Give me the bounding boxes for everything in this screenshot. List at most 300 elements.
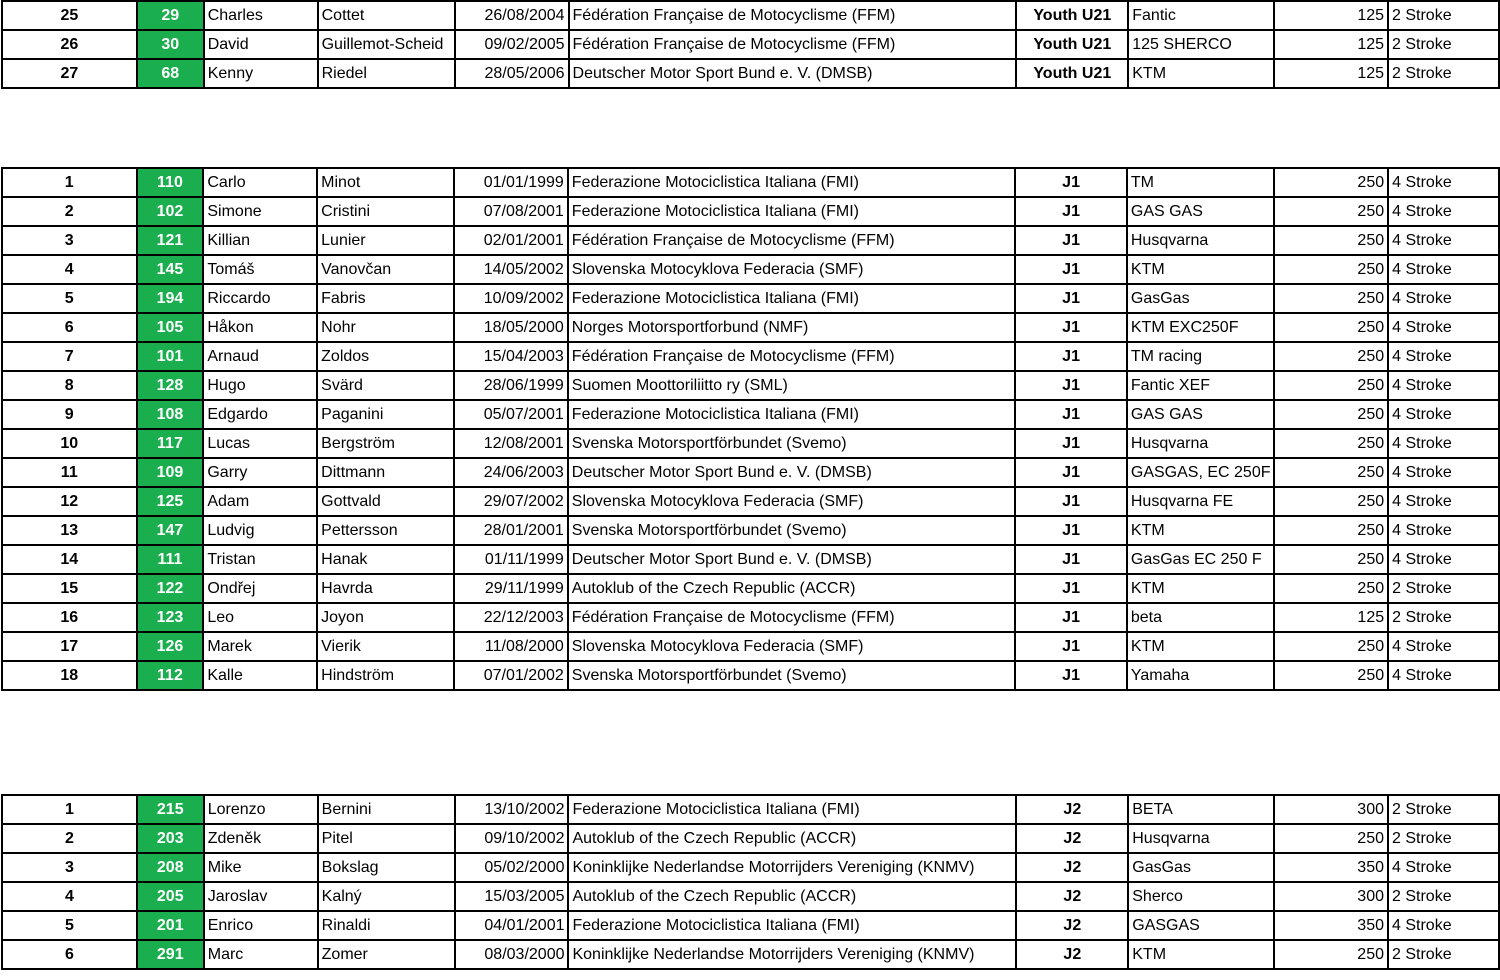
capacity-cell: 250 xyxy=(1274,342,1388,371)
table-row xyxy=(2,911,1499,940)
last-name-cell: Fabris xyxy=(317,284,454,313)
federation-cell: Koninklijke Nederlandse Motorrijders Vereniging (KNMV) xyxy=(568,940,1016,969)
capacity-cell: 300 xyxy=(1274,882,1388,911)
race-number-cell: 128 xyxy=(137,371,204,400)
capacity-cell: 250 xyxy=(1274,371,1388,400)
race-number-cell: 117 xyxy=(137,429,204,458)
class-cell: Youth U21 xyxy=(1016,1,1128,30)
class-cell: J1 xyxy=(1015,226,1127,255)
class-cell: J1 xyxy=(1015,487,1127,516)
federation-cell: Svenska Motorsportförbundet (Svemo) xyxy=(568,429,1015,458)
position-cell: 8 xyxy=(2,371,137,400)
position-cell: 1 xyxy=(2,168,137,197)
position-cell: 6 xyxy=(2,940,137,969)
table-row xyxy=(2,30,1499,59)
motorcycle-cell: KTM xyxy=(1127,516,1275,545)
motorcycle-cell: GasGas xyxy=(1128,853,1274,882)
race-number-cell: 68 xyxy=(137,59,204,88)
first-name-cell: Kenny xyxy=(204,59,318,88)
motorcycle-cell: beta xyxy=(1127,603,1275,632)
federation-cell: Deutscher Motor Sport Bund e. V. (DMSB) xyxy=(568,458,1015,487)
engine-stroke-cell: 4 Stroke xyxy=(1388,255,1499,284)
position-cell: 5 xyxy=(2,284,137,313)
table-row xyxy=(2,795,1499,824)
last-name-cell: Joyon xyxy=(317,603,454,632)
last-name-cell: Bergström xyxy=(317,429,454,458)
engine-stroke-cell: 4 Stroke xyxy=(1388,516,1499,545)
federation-cell: Deutscher Motor Sport Bund e. V. (DMSB) xyxy=(569,59,1017,88)
class-cell: J2 xyxy=(1016,940,1128,969)
motorcycle-cell: KTM xyxy=(1127,574,1275,603)
first-name-cell: Adam xyxy=(203,487,317,516)
race-number-cell: 121 xyxy=(137,226,204,255)
race-number-cell: 112 xyxy=(137,661,204,690)
birth-date-cell: 11/08/2000 xyxy=(454,632,568,661)
birth-date-cell: 05/02/2000 xyxy=(455,853,569,882)
entry-table-youth-u21 xyxy=(1,0,1500,89)
table-row xyxy=(2,342,1499,371)
birth-date-cell: 28/05/2006 xyxy=(455,59,569,88)
position-cell: 13 xyxy=(2,516,137,545)
first-name-cell: Hugo xyxy=(203,371,317,400)
position-cell: 10 xyxy=(2,429,137,458)
first-name-cell: Garry xyxy=(203,458,317,487)
motorcycle-cell: KTM xyxy=(1128,59,1274,88)
birth-date-cell: 07/01/2002 xyxy=(454,661,568,690)
federation-cell: Fédération Française de Motocyclisme (FFM) xyxy=(569,1,1017,30)
capacity-cell: 250 xyxy=(1274,824,1388,853)
last-name-cell: Hanak xyxy=(317,545,454,574)
federation-cell: Federazione Motociclistica Italiana (FMI) xyxy=(568,168,1015,197)
last-name-cell: Lunier xyxy=(317,226,454,255)
federation-cell: Deutscher Motor Sport Bund e. V. (DMSB) xyxy=(568,545,1015,574)
position-cell: 7 xyxy=(2,342,137,371)
position-cell: 11 xyxy=(2,458,137,487)
birth-date-cell: 01/01/1999 xyxy=(454,168,568,197)
birth-date-cell: 18/05/2000 xyxy=(454,313,568,342)
engine-stroke-cell: 4 Stroke xyxy=(1388,284,1499,313)
motorcycle-cell: GASGAS xyxy=(1128,911,1274,940)
position-cell: 2 xyxy=(2,824,137,853)
last-name-cell: Dittmann xyxy=(317,458,454,487)
motorcycle-cell: GASGAS, EC 250F xyxy=(1127,458,1275,487)
birth-date-cell: 29/11/1999 xyxy=(454,574,568,603)
birth-date-cell: 04/01/2001 xyxy=(455,911,569,940)
race-number-cell: 102 xyxy=(137,197,204,226)
position-cell: 3 xyxy=(2,226,137,255)
class-cell: J2 xyxy=(1016,824,1128,853)
motorcycle-cell: KTM xyxy=(1128,940,1274,969)
engine-stroke-cell: 4 Stroke xyxy=(1388,400,1499,429)
birth-date-cell: 08/03/2000 xyxy=(455,940,569,969)
birth-date-cell: 28/01/2001 xyxy=(454,516,568,545)
engine-stroke-cell: 4 Stroke xyxy=(1388,458,1499,487)
engine-stroke-cell: 4 Stroke xyxy=(1388,911,1499,940)
last-name-cell: Vierik xyxy=(317,632,454,661)
federation-cell: Fédération Française de Motocyclisme (FFM) xyxy=(568,603,1015,632)
table-row xyxy=(2,226,1499,255)
birth-date-cell: 29/07/2002 xyxy=(454,487,568,516)
table-row xyxy=(2,313,1499,342)
federation-cell: Fédération Française de Motocyclisme (FFM) xyxy=(568,226,1015,255)
last-name-cell: Rinaldi xyxy=(318,911,455,940)
first-name-cell: Ondřej xyxy=(203,574,317,603)
last-name-cell: Bernini xyxy=(318,795,455,824)
table-row xyxy=(2,603,1499,632)
race-number-cell: 30 xyxy=(137,30,204,59)
birth-date-cell: 26/08/2004 xyxy=(455,1,569,30)
table-row xyxy=(2,661,1499,690)
federation-cell: Autoklub of the Czech Republic (ACCR) xyxy=(568,882,1016,911)
class-cell: J1 xyxy=(1015,371,1127,400)
first-name-cell: Riccardo xyxy=(203,284,317,313)
engine-stroke-cell: 4 Stroke xyxy=(1388,168,1499,197)
table-row xyxy=(2,824,1499,853)
motorcycle-cell: 125 SHERCO xyxy=(1128,30,1274,59)
last-name-cell: Gottvald xyxy=(317,487,454,516)
entry-table-j2 xyxy=(1,794,1500,970)
engine-stroke-cell: 2 Stroke xyxy=(1388,59,1499,88)
motorcycle-cell: TM xyxy=(1127,168,1275,197)
first-name-cell: Tristan xyxy=(203,545,317,574)
class-cell: J2 xyxy=(1016,795,1128,824)
position-cell: 2 xyxy=(2,197,137,226)
table-row xyxy=(2,632,1499,661)
first-name-cell: Zdeněk xyxy=(204,824,318,853)
position-cell: 17 xyxy=(2,632,137,661)
class-cell: J1 xyxy=(1015,400,1127,429)
last-name-cell: Pitel xyxy=(318,824,455,853)
federation-cell: Autoklub of the Czech Republic (ACCR) xyxy=(568,574,1015,603)
table-row xyxy=(2,429,1499,458)
capacity-cell: 250 xyxy=(1274,226,1388,255)
race-number-cell: 111 xyxy=(137,545,204,574)
position-cell: 9 xyxy=(2,400,137,429)
last-name-cell: Zomer xyxy=(318,940,455,969)
birth-date-cell: 13/10/2002 xyxy=(455,795,569,824)
class-cell: J1 xyxy=(1015,342,1127,371)
capacity-cell: 250 xyxy=(1274,516,1388,545)
position-cell: 6 xyxy=(2,313,137,342)
federation-cell: Slovenska Motocyklova Federacia (SMF) xyxy=(568,487,1015,516)
table-row xyxy=(2,168,1499,197)
class-cell: J1 xyxy=(1015,458,1127,487)
race-number-cell: 122 xyxy=(137,574,204,603)
motorcycle-cell: Yamaha xyxy=(1127,661,1275,690)
race-number-cell: 205 xyxy=(137,882,204,911)
engine-stroke-cell: 4 Stroke xyxy=(1388,487,1499,516)
race-number-cell: 201 xyxy=(137,911,204,940)
birth-date-cell: 12/08/2001 xyxy=(454,429,568,458)
engine-stroke-cell: 4 Stroke xyxy=(1388,197,1499,226)
race-number-cell: 145 xyxy=(137,255,204,284)
engine-stroke-cell: 4 Stroke xyxy=(1388,545,1499,574)
engine-stroke-cell: 2 Stroke xyxy=(1388,30,1499,59)
capacity-cell: 250 xyxy=(1274,940,1388,969)
position-cell: 1 xyxy=(2,795,137,824)
position-cell: 25 xyxy=(2,1,137,30)
race-number-cell: 101 xyxy=(137,342,204,371)
position-cell: 26 xyxy=(2,30,137,59)
birth-date-cell: 10/09/2002 xyxy=(454,284,568,313)
birth-date-cell: 24/06/2003 xyxy=(454,458,568,487)
table-row xyxy=(2,487,1499,516)
federation-cell: Svenska Motorsportförbundet (Svemo) xyxy=(568,516,1015,545)
capacity-cell: 125 xyxy=(1274,59,1388,88)
first-name-cell: Lucas xyxy=(203,429,317,458)
engine-stroke-cell: 2 Stroke xyxy=(1388,940,1499,969)
motorcycle-cell: Sherco xyxy=(1128,882,1274,911)
engine-stroke-cell: 4 Stroke xyxy=(1388,429,1499,458)
table-row xyxy=(2,940,1499,969)
first-name-cell: Charles xyxy=(204,1,318,30)
motorcycle-cell: KTM EXC250F xyxy=(1127,313,1275,342)
class-cell: J2 xyxy=(1016,911,1128,940)
capacity-cell: 250 xyxy=(1274,574,1388,603)
table-row xyxy=(2,882,1499,911)
motorcycle-cell: TM racing xyxy=(1127,342,1275,371)
class-cell: J1 xyxy=(1015,516,1127,545)
first-name-cell: Carlo xyxy=(203,168,317,197)
federation-cell: Slovenska Motocyklova Federacia (SMF) xyxy=(568,255,1015,284)
engine-stroke-cell: 4 Stroke xyxy=(1388,371,1499,400)
motorcycle-cell: Fantic xyxy=(1128,1,1274,30)
engine-stroke-cell: 4 Stroke xyxy=(1388,342,1499,371)
first-name-cell: Leo xyxy=(203,603,317,632)
first-name-cell: David xyxy=(204,30,318,59)
class-cell: J1 xyxy=(1015,197,1127,226)
capacity-cell: 250 xyxy=(1274,255,1388,284)
birth-date-cell: 09/10/2002 xyxy=(455,824,569,853)
position-cell: 16 xyxy=(2,603,137,632)
capacity-cell: 300 xyxy=(1274,795,1388,824)
capacity-cell: 250 xyxy=(1274,284,1388,313)
engine-stroke-cell: 2 Stroke xyxy=(1388,795,1499,824)
last-name-cell: Cristini xyxy=(317,197,454,226)
last-name-cell: Pettersson xyxy=(317,516,454,545)
capacity-cell: 250 xyxy=(1274,400,1388,429)
position-cell: 18 xyxy=(2,661,137,690)
last-name-cell: Hindström xyxy=(317,661,454,690)
motorcycle-cell: BETA xyxy=(1128,795,1274,824)
first-name-cell: Edgardo xyxy=(203,400,317,429)
capacity-cell: 250 xyxy=(1274,458,1388,487)
first-name-cell: Tomáš xyxy=(203,255,317,284)
capacity-cell: 350 xyxy=(1274,911,1388,940)
table-row xyxy=(2,853,1499,882)
capacity-cell: 125 xyxy=(1274,603,1388,632)
class-cell: J1 xyxy=(1015,603,1127,632)
class-cell: J1 xyxy=(1015,168,1127,197)
position-cell: 3 xyxy=(2,853,137,882)
motorcycle-cell: KTM xyxy=(1127,255,1275,284)
capacity-cell: 250 xyxy=(1274,197,1388,226)
federation-cell: Norges Motorsportforbund (NMF) xyxy=(568,313,1015,342)
position-cell: 12 xyxy=(2,487,137,516)
class-cell: J1 xyxy=(1015,284,1127,313)
engine-stroke-cell: 2 Stroke xyxy=(1388,603,1499,632)
engine-stroke-cell: 2 Stroke xyxy=(1388,1,1499,30)
federation-cell: Federazione Motociclistica Italiana (FMI) xyxy=(568,911,1016,940)
class-cell: J1 xyxy=(1015,574,1127,603)
motorcycle-cell: GAS GAS xyxy=(1127,400,1275,429)
motorcycle-cell: GasGas EC 250 F xyxy=(1127,545,1275,574)
birth-date-cell: 28/06/1999 xyxy=(454,371,568,400)
engine-stroke-cell: 4 Stroke xyxy=(1388,661,1499,690)
position-cell: 27 xyxy=(2,59,137,88)
motorcycle-cell: Husqvarna xyxy=(1127,226,1275,255)
capacity-cell: 125 xyxy=(1274,30,1388,59)
class-cell: J1 xyxy=(1015,632,1127,661)
birth-date-cell: 09/02/2005 xyxy=(455,30,569,59)
capacity-cell: 250 xyxy=(1274,545,1388,574)
table-row xyxy=(2,516,1499,545)
federation-cell: Federazione Motociclistica Italiana (FMI) xyxy=(568,400,1015,429)
engine-stroke-cell: 4 Stroke xyxy=(1388,853,1499,882)
race-number-cell: 291 xyxy=(137,940,204,969)
first-name-cell: Arnaud xyxy=(203,342,317,371)
last-name-cell: Riedel xyxy=(318,59,455,88)
motorcycle-cell: GAS GAS xyxy=(1127,197,1275,226)
first-name-cell: Håkon xyxy=(203,313,317,342)
birth-date-cell: 02/01/2001 xyxy=(454,226,568,255)
engine-stroke-cell: 4 Stroke xyxy=(1388,632,1499,661)
race-number-cell: 125 xyxy=(137,487,204,516)
table-row xyxy=(2,545,1499,574)
first-name-cell: Marc xyxy=(204,940,318,969)
motorcycle-cell: GasGas xyxy=(1127,284,1275,313)
class-cell: J2 xyxy=(1016,882,1128,911)
class-cell: J1 xyxy=(1015,661,1127,690)
table-row xyxy=(2,59,1499,88)
motorcycle-cell: Husqvarna xyxy=(1128,824,1274,853)
race-number-cell: 147 xyxy=(137,516,204,545)
race-number-cell: 194 xyxy=(137,284,204,313)
race-number-cell: 126 xyxy=(137,632,204,661)
birth-date-cell: 22/12/2003 xyxy=(454,603,568,632)
table-row xyxy=(2,284,1499,313)
first-name-cell: Marek xyxy=(203,632,317,661)
race-number-cell: 105 xyxy=(137,313,204,342)
federation-cell: Autoklub of the Czech Republic (ACCR) xyxy=(568,824,1016,853)
engine-stroke-cell: 2 Stroke xyxy=(1388,574,1499,603)
position-cell: 15 xyxy=(2,574,137,603)
first-name-cell: Jaroslav xyxy=(204,882,318,911)
capacity-cell: 350 xyxy=(1274,853,1388,882)
birth-date-cell: 07/08/2001 xyxy=(454,197,568,226)
first-name-cell: Simone xyxy=(203,197,317,226)
capacity-cell: 250 xyxy=(1274,632,1388,661)
capacity-cell: 250 xyxy=(1274,661,1388,690)
birth-date-cell: 15/03/2005 xyxy=(455,882,569,911)
position-cell: 4 xyxy=(2,882,137,911)
class-cell: J1 xyxy=(1015,429,1127,458)
race-number-cell: 215 xyxy=(137,795,204,824)
race-number-cell: 109 xyxy=(137,458,204,487)
federation-cell: Fédération Française de Motocyclisme (FFM) xyxy=(568,342,1015,371)
table-row xyxy=(2,574,1499,603)
position-cell: 5 xyxy=(2,911,137,940)
federation-cell: Federazione Motociclistica Italiana (FMI) xyxy=(568,795,1016,824)
class-cell: J1 xyxy=(1015,255,1127,284)
first-name-cell: Lorenzo xyxy=(204,795,318,824)
table-row xyxy=(2,371,1499,400)
federation-cell: Svenska Motorsportförbundet (Svemo) xyxy=(568,661,1015,690)
engine-stroke-cell: 2 Stroke xyxy=(1388,824,1499,853)
race-number-cell: 203 xyxy=(137,824,204,853)
engine-stroke-cell: 4 Stroke xyxy=(1388,313,1499,342)
motorcycle-cell: Husqvarna FE xyxy=(1127,487,1275,516)
engine-stroke-cell: 4 Stroke xyxy=(1388,226,1499,255)
birth-date-cell: 15/04/2003 xyxy=(454,342,568,371)
last-name-cell: Cottet xyxy=(318,1,455,30)
first-name-cell: Enrico xyxy=(204,911,318,940)
class-cell: J1 xyxy=(1015,545,1127,574)
last-name-cell: Minot xyxy=(317,168,454,197)
race-number-cell: 123 xyxy=(137,603,204,632)
last-name-cell: Zoldos xyxy=(317,342,454,371)
last-name-cell: Vanovčan xyxy=(317,255,454,284)
federation-cell: Suomen Moottoriliitto ry (SML) xyxy=(568,371,1015,400)
federation-cell: Federazione Motociclistica Italiana (FMI) xyxy=(568,197,1015,226)
federation-cell: Federazione Motociclistica Italiana (FMI) xyxy=(568,284,1015,313)
last-name-cell: Svärd xyxy=(317,371,454,400)
class-cell: J2 xyxy=(1016,853,1128,882)
capacity-cell: 125 xyxy=(1274,1,1388,30)
birth-date-cell: 05/07/2001 xyxy=(454,400,568,429)
class-cell: J1 xyxy=(1015,313,1127,342)
last-name-cell: Havrda xyxy=(317,574,454,603)
table-row xyxy=(2,458,1499,487)
race-number-cell: 208 xyxy=(137,853,204,882)
first-name-cell: Kalle xyxy=(203,661,317,690)
position-cell: 4 xyxy=(2,255,137,284)
capacity-cell: 250 xyxy=(1274,429,1388,458)
table-row xyxy=(2,1,1499,30)
last-name-cell: Paganini xyxy=(317,400,454,429)
federation-cell: Fédération Française de Motocyclisme (FFM) xyxy=(569,30,1017,59)
engine-stroke-cell: 2 Stroke xyxy=(1388,882,1499,911)
birth-date-cell: 14/05/2002 xyxy=(454,255,568,284)
table-row xyxy=(2,255,1499,284)
capacity-cell: 250 xyxy=(1274,487,1388,516)
capacity-cell: 250 xyxy=(1274,168,1388,197)
federation-cell: Koninklijke Nederlandse Motorrijders Vereniging (KNMV) xyxy=(568,853,1016,882)
race-number-cell: 29 xyxy=(137,1,204,30)
position-cell: 14 xyxy=(2,545,137,574)
class-cell: Youth U21 xyxy=(1016,30,1128,59)
entry-table-j1 xyxy=(1,167,1500,691)
motorcycle-cell: Fantic XEF xyxy=(1127,371,1275,400)
last-name-cell: Nohr xyxy=(317,313,454,342)
federation-cell: Slovenska Motocyklova Federacia (SMF) xyxy=(568,632,1015,661)
last-name-cell: Guillemot-Scheid xyxy=(318,30,455,59)
last-name-cell: Bokslag xyxy=(318,853,455,882)
first-name-cell: Ludvig xyxy=(203,516,317,545)
last-name-cell: Kalný xyxy=(318,882,455,911)
first-name-cell: Mike xyxy=(204,853,318,882)
capacity-cell: 250 xyxy=(1274,313,1388,342)
table-row xyxy=(2,197,1499,226)
first-name-cell: Killian xyxy=(203,226,317,255)
race-number-cell: 108 xyxy=(137,400,204,429)
race-number-cell: 110 xyxy=(137,168,204,197)
motorcycle-cell: KTM xyxy=(1127,632,1275,661)
class-cell: Youth U21 xyxy=(1016,59,1128,88)
birth-date-cell: 01/11/1999 xyxy=(454,545,568,574)
motorcycle-cell: Husqvarna xyxy=(1127,429,1275,458)
table-row xyxy=(2,400,1499,429)
